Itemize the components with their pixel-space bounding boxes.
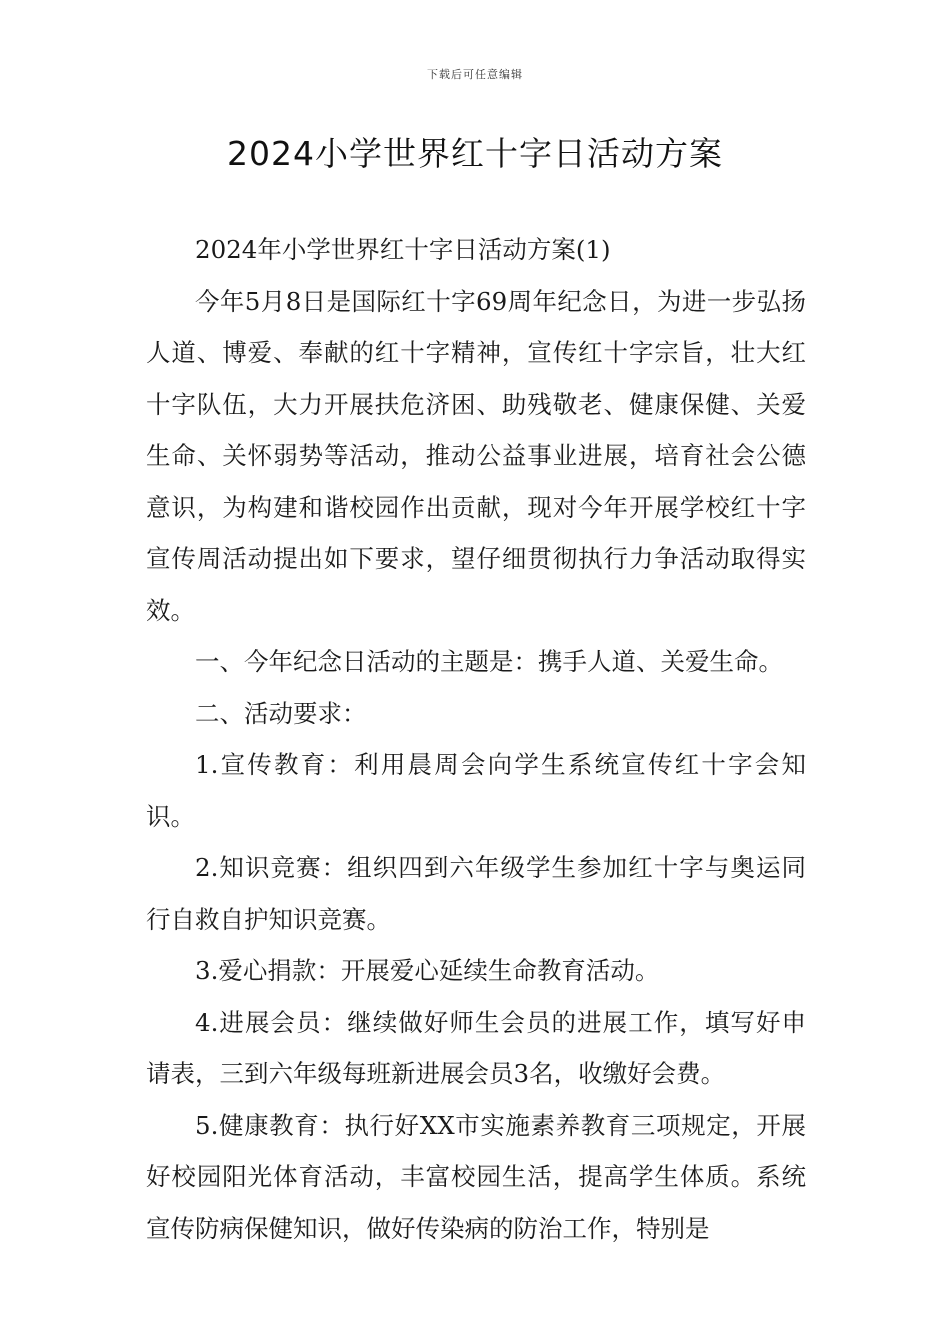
document-body — [146, 224, 806, 1254]
document-title: 2024小学世界红十字日活动方案 — [227, 134, 723, 173]
paragraph-item-3: 3.爱心捐款：开展爱心延续生命教育活动。 — [195, 956, 660, 985]
paragraph-item-2: 2.知识竞赛：组织四到六年级学生参加红十字与奥运同行自救自护知识竞赛。 — [146, 853, 806, 934]
paragraph-requirements-heading: 二、活动要求： — [195, 698, 367, 728]
paragraph-item-1: 1.宣传教育：利用晨周会向学生系统宣传红十字会知识。 — [146, 750, 806, 831]
paragraph-item-4: 4.进展会员：继续做好师生会员的进展工作，填写好申请表，三到六年级每班新进展会员3名，收缴好会费。 — [146, 1007, 806, 1088]
paragraph-subtitle: 2024年小学世界红十字日活动方案(1) — [195, 235, 611, 264]
header-note: 下载后可任意编辑 — [427, 68, 523, 81]
paragraph-theme: 一、今年纪念日活动的主题是：携手人道、关爱生命。 — [195, 647, 783, 676]
paragraph-intro: 今年5月8日是国际红十字69周年纪念日，为进一步弘扬人道、博爱、奉献的红十字精神，宣传红十字宗旨，壮大红十字队伍，大力开展扶危济困、助残敬老、健康保健、关爱生命、关怀弱势等活动，推动公益事业进展，培育社会公德意识，为构建和谐校园作出贡献，现对今年开展学校红十字宣传周活动提出如下要求，望仔细贯彻执行力争活动取得实效。 — [146, 286, 806, 625]
paragraph-item-5: 5.健康教育：执行好XX市实施素养教育三项规定，开展好校园阳光体育活动，丰富校园生活，提高学生体质。系统宣传防病保健知识，做好传染病的防治工作，特别是 — [146, 1110, 806, 1243]
